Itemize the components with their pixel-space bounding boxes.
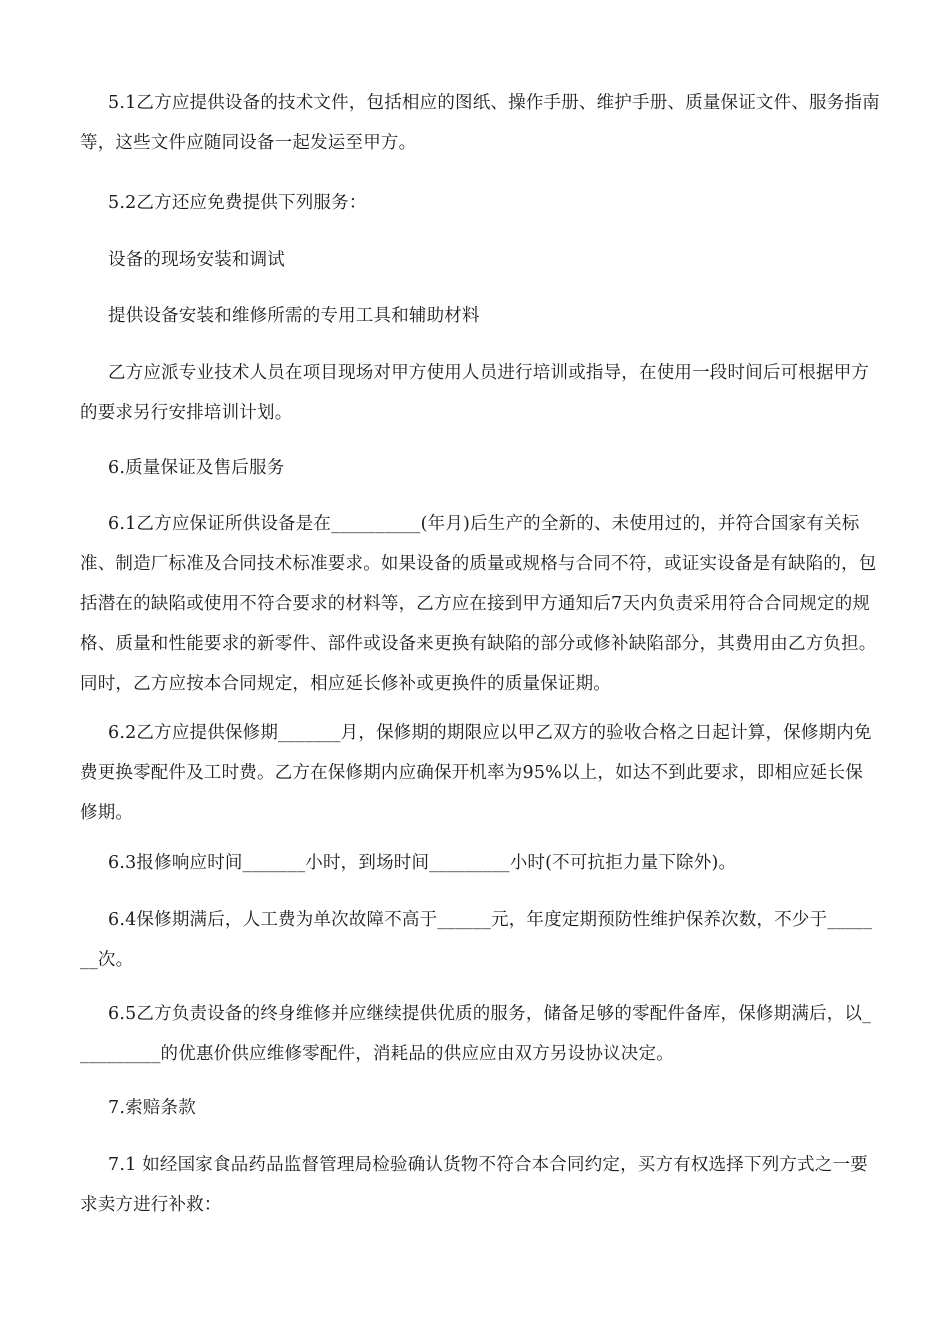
service-item-tools: 提供设备安装和维修所需的专用工具和辅助材料	[108, 306, 480, 326]
section-6-heading: 6.质量保证及售后服务	[108, 458, 285, 478]
clause-7-1: 7.1 如经国家食品药品监督管理局检验确认货物不符合本合同约定，买方有权选择下列方式之一要求卖方进行补救：	[80, 1155, 868, 1215]
service-item-installation: 设备的现场安装和调试	[108, 250, 285, 270]
clause-5-1: 5.1乙方应提供设备的技术文件，包括相应的图纸、操作手册、维护手册、质量保证文件、服务指南等，这些文件应随同设备一起发运至甲方。	[80, 93, 880, 153]
clause-6-2: 6.2乙方应提供保修期_______月，保修期的期限应以甲乙双方的验收合格之日起计算，保修期内免费更换零配件及工时费。乙方在保修期内应确保开机率为95%以上，如达不到此要求，即相应延长保修期。	[80, 723, 872, 823]
clause-5-2: 5.2乙方还应免费提供下列服务：	[108, 193, 367, 213]
clause-6-3: 6.3报修响应时间_______小时，到场时间_________小时(不可抗拒力量下除外)。	[108, 853, 737, 873]
clause-6-1: 6.1乙方应保证所供设备是在__________(年月)后生产的全新的、未使用过的，并符合国家有关标准、制造厂标准及合同技术标准要求。如果设备的质量或规格与合同不符，或证实设备是有缺陷的，包括潜在的缺陷或使用不符合要求的材料等，乙方应在接到甲方通知后7天内负责采用符合合同规定的规格、质量和性能要求的新零件、部件或设备来更换有缺陷的部分或修补缺陷部分，其费用由乙方负担。同时，乙方应按本合同规定，相应延长修补或更换件的质量保证期。	[80, 514, 877, 694]
clause-6-5: 6.5乙方负责设备的终身维修并应继续提供优质的服务，储备足够的零配件备库，保修期满后，以__________的优惠价供应维修零配件，消耗品的供应应由双方另设协议决定。	[80, 1004, 872, 1064]
section-7-heading: 7.索赔条款	[108, 1098, 196, 1118]
clause-6-4: 6.4保修期满后，人工费为单次故障不高于______元，年度定期预防性维护保养次数，不少于_______次。	[80, 910, 873, 970]
training-paragraph: 乙方应派专业技术人员在项目现场对甲方使用人员进行培训或指导，在使用一段时间后可根据甲方的要求另行安排培训计划。	[80, 363, 870, 423]
